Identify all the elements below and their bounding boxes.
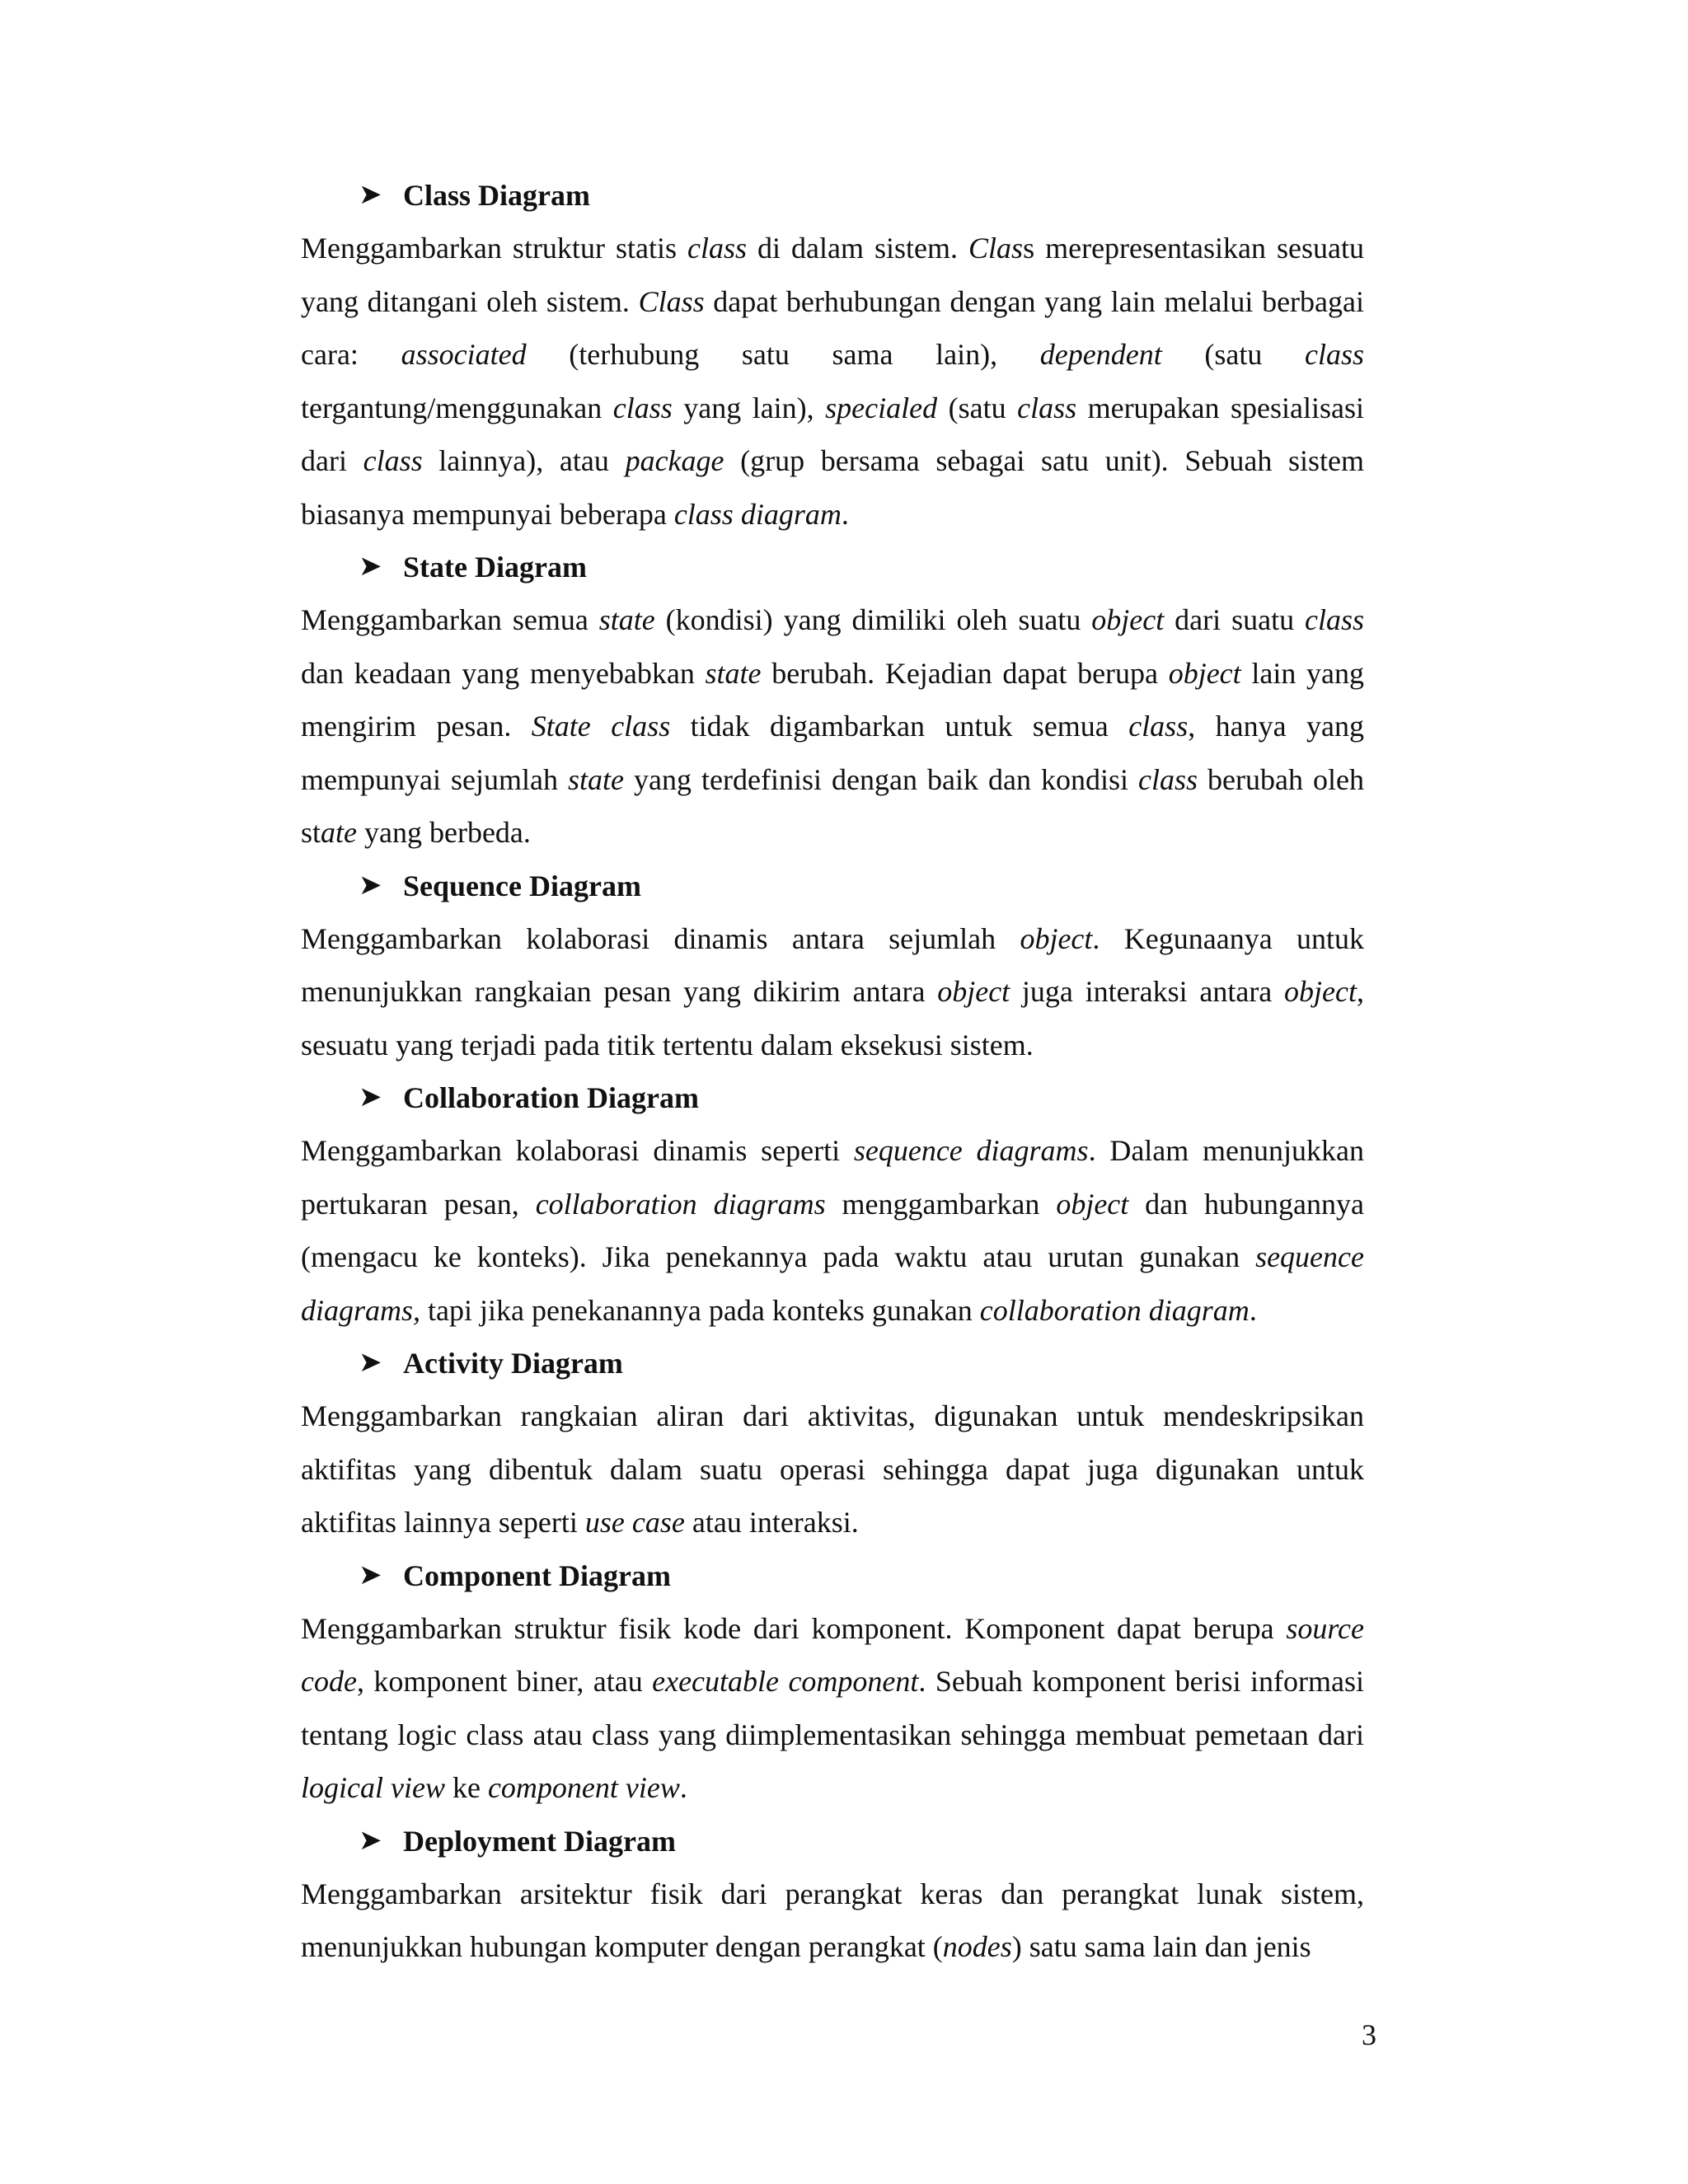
italic-term: object: [1020, 921, 1093, 955]
italic-term: sequence diagrams: [853, 1134, 1089, 1167]
arrow-bullet-icon: ➤: [359, 1825, 382, 1856]
text-run: Menggambarkan semua: [301, 603, 599, 636]
text-run: yang lain),: [672, 391, 826, 424]
arrow-bullet-icon: ➤: [359, 180, 382, 210]
text-run: Menggambarkan arsitektur fisik dari perangkat keras dan perangkat lunak sistem, menunjukkan hubungan komputer dengan perangkat (: [301, 1877, 1364, 1963]
section-title: Sequence Diagram: [403, 869, 641, 902]
italic-term: class: [1305, 338, 1364, 371]
section-paragraph: [301, 593, 1364, 860]
section-paragraph: [301, 1124, 1364, 1337]
italic-term: collaboration diagrams: [535, 1187, 826, 1221]
text-run: .: [679, 1771, 687, 1804]
text-run: , hanya yang mempunyai sejumlah: [301, 710, 1364, 796]
italic-term: class: [1017, 391, 1077, 424]
italic-term: nodes: [942, 1930, 1012, 1963]
text-run: Menggambarkan kolaborasi dinamis seperti: [301, 1134, 854, 1167]
italic-term: object: [1168, 656, 1241, 690]
section-paragraph: [301, 912, 1364, 1072]
text-run: ) satu sama lain dan jenis: [1011, 1930, 1311, 1963]
section-heading: [359, 860, 1364, 912]
text-run: yang terdefinisi dengan baik dan kondisi: [623, 762, 1139, 796]
italic-term: object: [1091, 603, 1165, 636]
text-run: Menggambarkan struktur fisik kode dari komponent. Komponent dapat berupa: [301, 1611, 1287, 1645]
italic-term: state: [567, 762, 624, 796]
section-title: State Diagram: [403, 551, 587, 583]
arrow-bullet-icon: ➤: [359, 1082, 382, 1113]
italic-term: class diagram: [673, 497, 842, 531]
text-run: di dalam sistem.: [746, 232, 969, 265]
italic-term: use case: [584, 1506, 685, 1539]
section-paragraph: [301, 1602, 1364, 1815]
section-heading: [359, 1337, 1364, 1390]
italic-term: object: [1284, 975, 1357, 1008]
italic-term: object: [1056, 1187, 1129, 1221]
text-run: (terhubung satu sama lain),: [526, 338, 1040, 371]
page-number: 3: [1362, 2018, 1376, 2051]
section-heading: [359, 1071, 1364, 1124]
italic-term: collaboration diagram: [979, 1293, 1250, 1327]
italic-term: class: [1305, 603, 1364, 636]
text-run: (kondisi) yang dimiliki oleh suatu: [654, 603, 1092, 636]
text-run: tidak digambarkan untuk semua: [670, 710, 1129, 743]
text-run: (satu: [1161, 338, 1305, 371]
arrow-bullet-icon: ➤: [359, 1559, 382, 1591]
text-run: berubah oleh st: [301, 762, 1364, 849]
text-run: , komponent biner, atau: [356, 1665, 653, 1698]
italic-term: class: [612, 391, 673, 424]
italic-term: state: [705, 656, 762, 690]
arrow-bullet-icon: ➤: [359, 551, 382, 582]
text-run: .: [1249, 1293, 1257, 1327]
italic-term: package: [625, 444, 724, 477]
arrow-bullet-icon: ➤: [359, 869, 382, 901]
section-heading: [359, 169, 1364, 222]
italic-term: Class: [638, 284, 705, 318]
italic-term: logical view: [301, 1771, 445, 1804]
text-run: Menggambarkan rangkaian aliran dari aktivitas, digunakan untuk mendeskripsikan aktifitas yang dibentuk dalam suatu operasi sehingga dapat juga digunakan untuk aktifitas lainnya seperti: [301, 1399, 1364, 1539]
section-title: Deployment Diagram: [403, 1824, 676, 1858]
italic-term: class: [1128, 710, 1189, 743]
section-title: Component Diagram: [403, 1558, 671, 1592]
section-title: Class Diagram: [403, 179, 590, 212]
text-run: , sesuatu yang terjadi pada titik tertentu dalam eksekusi sistem.: [301, 975, 1364, 1062]
text-run: atau interaksi.: [684, 1506, 859, 1539]
italic-term: executable component: [652, 1665, 919, 1698]
text-run: dari suatu: [1164, 603, 1305, 636]
italic-term: associated: [401, 338, 527, 371]
text-run: Menggambarkan kolaborasi dinamis antara sejumlah: [301, 921, 1020, 955]
page-content: [301, 169, 1364, 1974]
text-run: tapi jika penekanannya pada konteks gunakan: [420, 1293, 980, 1327]
italic-term: State class: [531, 710, 671, 743]
text-run: lainnya), atau: [422, 444, 626, 477]
text-run: menggambarkan: [825, 1187, 1057, 1221]
text-run: (grup bersama sebagai satu unit). Sebuah sistem biasanya mempunyai beberapa: [301, 444, 1364, 531]
text-run: .: [841, 497, 849, 531]
text-run: berubah. Kejadian dapat berupa: [761, 656, 1169, 690]
section-paragraph: [301, 1390, 1364, 1549]
italic-term: Clas: [968, 232, 1024, 265]
section-heading: [359, 1549, 1364, 1602]
text-run: dapat berhubungan dengan yang lain melalui berbagai cara:: [301, 284, 1364, 371]
text-run: Menggambarkan struktur statis: [301, 232, 687, 265]
text-run: . Sebuah komponent berisi informasi tentang logic class atau class yang diimplementasikan sehingga membuat pemetaan dari: [301, 1665, 1364, 1751]
italic-term: component view: [487, 1771, 680, 1804]
section-heading: [359, 541, 1364, 593]
italic-term: source code: [301, 1611, 1364, 1698]
section-heading: [359, 1815, 1364, 1868]
section-title: Activity Diagram: [403, 1347, 623, 1380]
text-run: . Dalam menunjukkan pertukaran pesan,: [301, 1134, 1364, 1221]
text-run: lain yang mengirim pesan.: [301, 656, 1364, 743]
text-run: dan keadaan yang menyebabkan: [301, 656, 706, 690]
text-run: dan hubungannya (mengacu ke konteks). Jika penekannya pada waktu atau urutan gunakan: [301, 1187, 1365, 1273]
text-run: (satu: [937, 391, 1018, 424]
text-run: s merepresentasikan sesuatu yang ditangani oleh sistem.: [301, 232, 1364, 318]
text-run: juga interaksi antara: [1010, 975, 1285, 1008]
italic-term: class: [687, 232, 747, 265]
italic-term: object: [937, 975, 1010, 1008]
arrow-bullet-icon: ➤: [359, 1347, 382, 1378]
italic-term: class: [363, 444, 423, 477]
section-title: Collaboration Diagram: [403, 1081, 699, 1114]
text-run: yang berbeda.: [357, 816, 531, 849]
text-run: . Kegunaanya untuk menunjukkan rangkaian pesan yang dikirim antara: [301, 921, 1365, 1008]
italic-term: class: [1138, 762, 1198, 796]
italic-term: sequence diagrams,: [301, 1240, 1364, 1327]
italic-term: ate: [321, 816, 357, 849]
text-run: ke: [444, 1771, 488, 1804]
italic-term: dependent: [1039, 338, 1162, 371]
section-paragraph: [301, 222, 1364, 541]
text-run: merupakan spesialisasi dari: [301, 391, 1364, 477]
italic-term: specialed: [825, 391, 938, 424]
italic-term: state: [598, 603, 655, 636]
text-run: tergantung/menggunakan: [301, 391, 613, 424]
section-paragraph: [301, 1868, 1364, 1974]
